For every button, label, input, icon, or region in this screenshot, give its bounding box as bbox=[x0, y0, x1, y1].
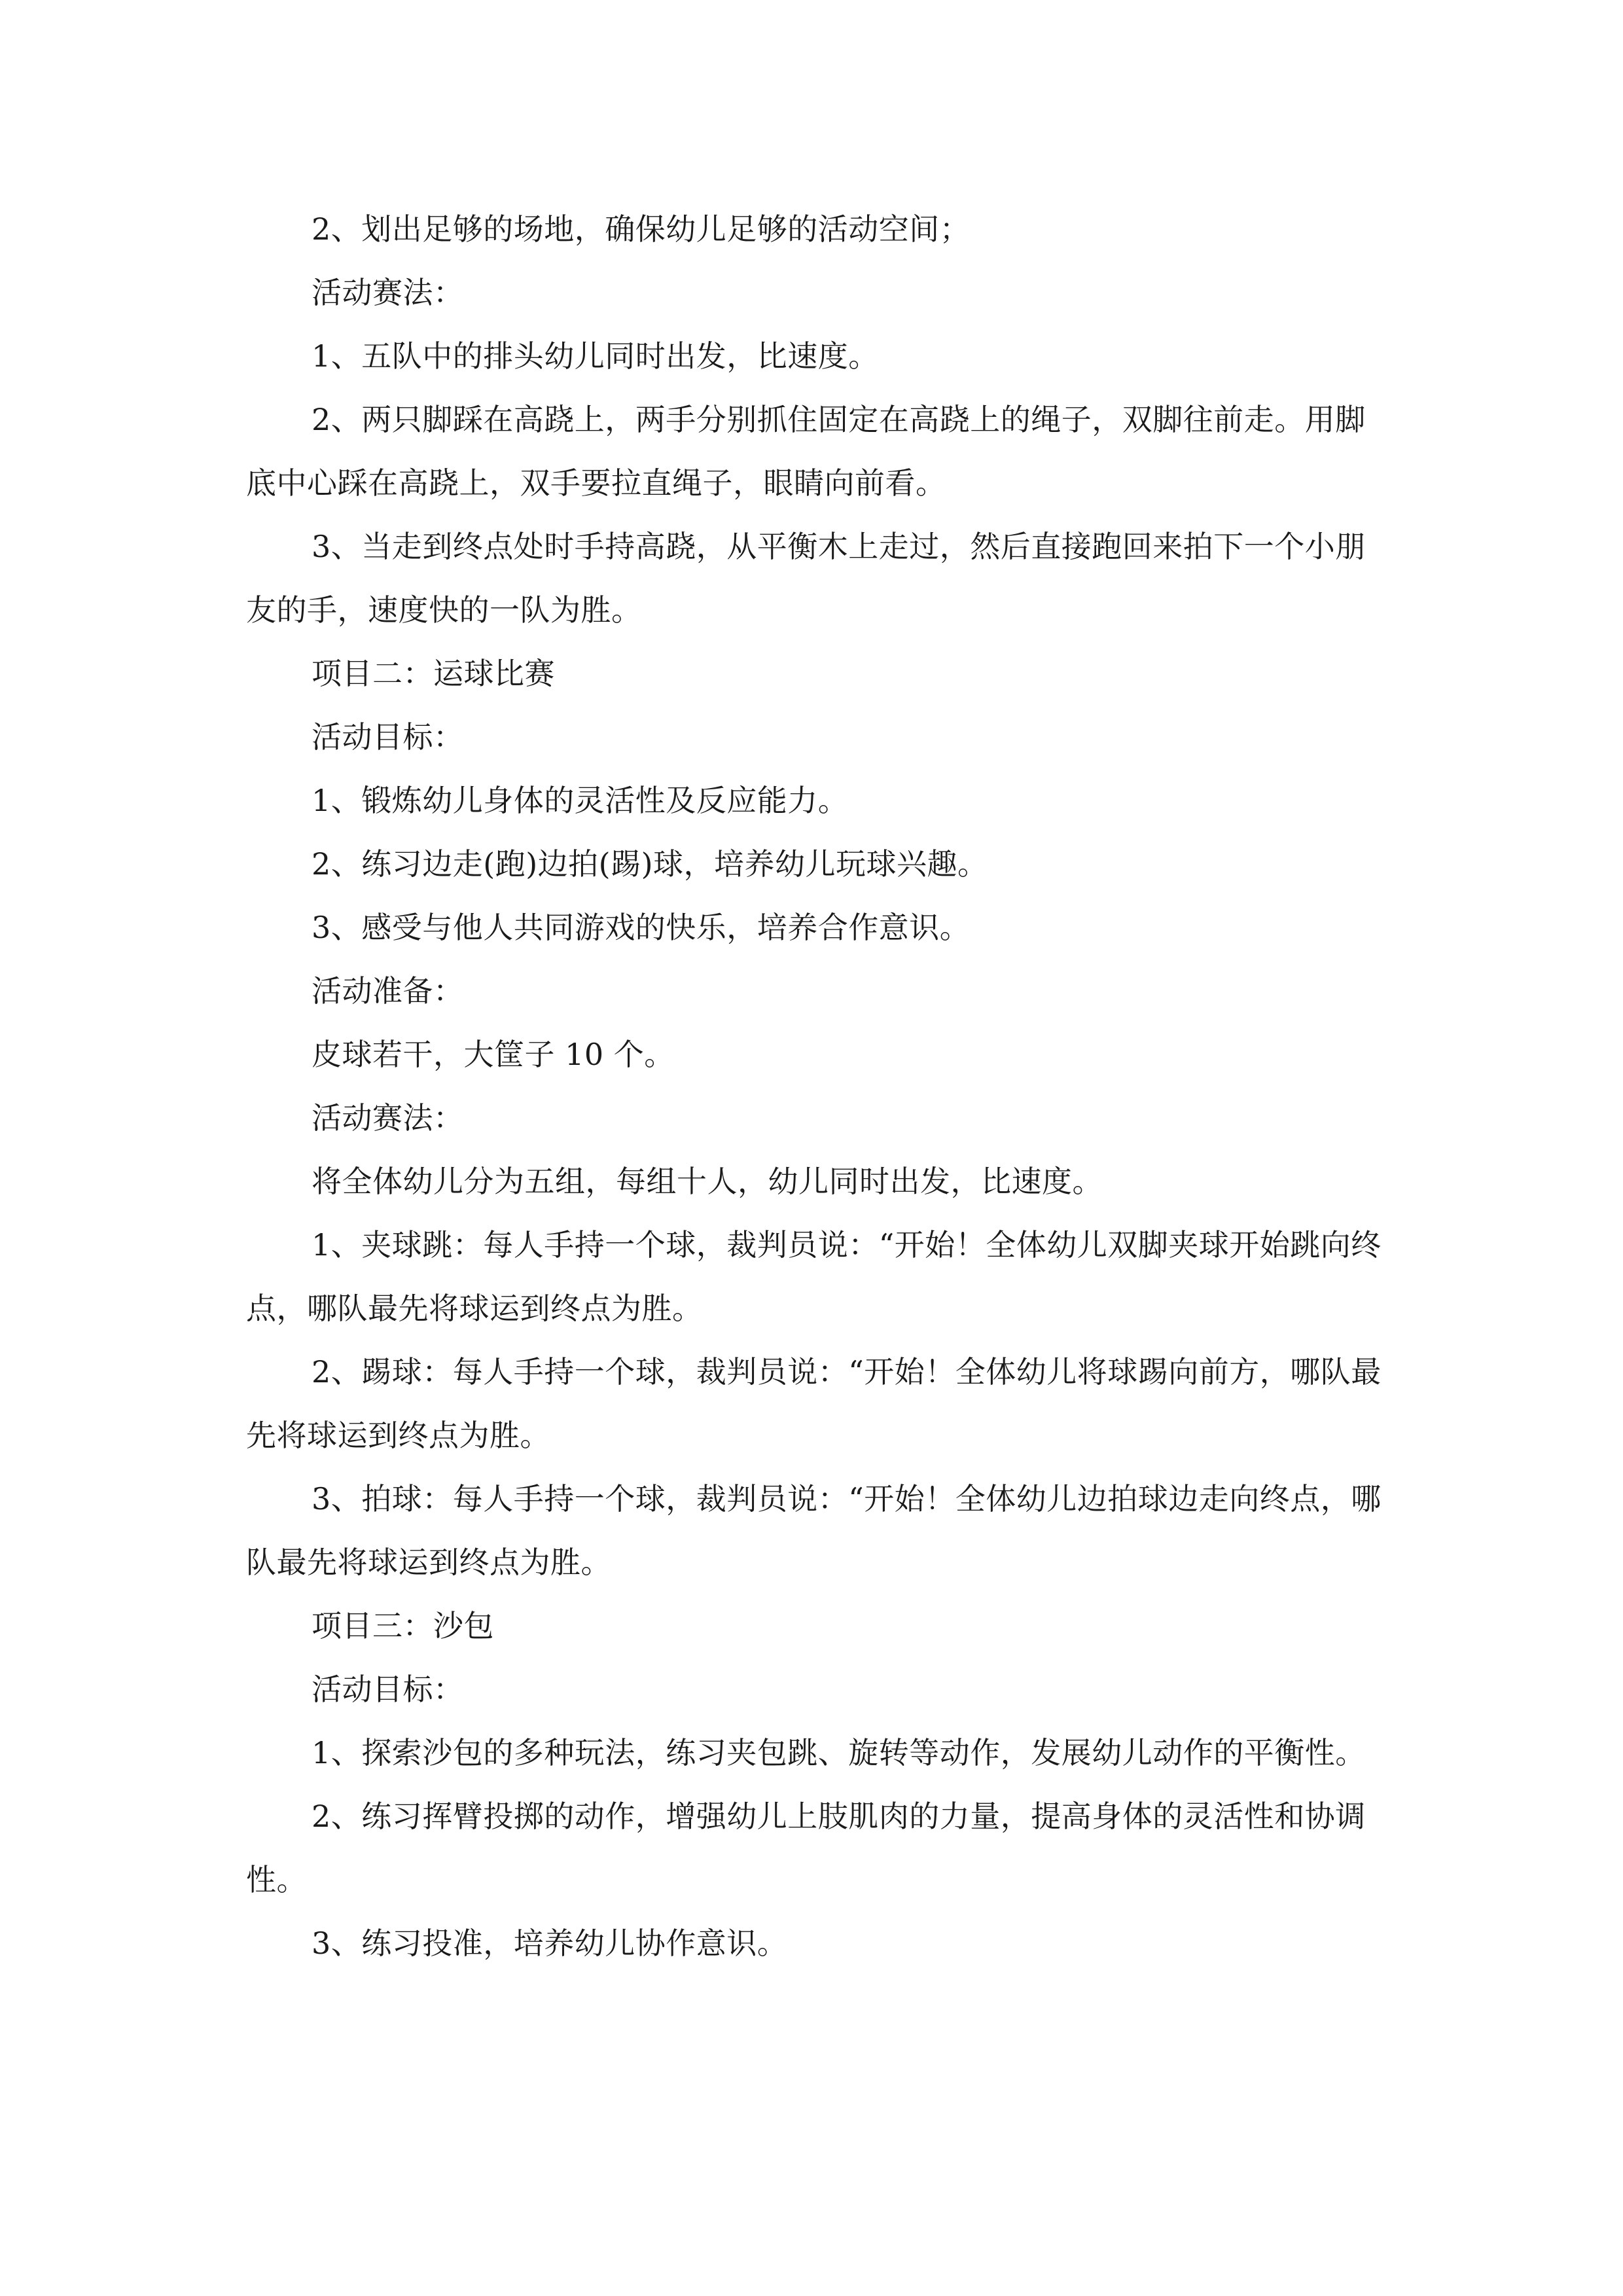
section-heading: 活动准备： bbox=[312, 973, 464, 1009]
paragraph: 1、探索沙包的多种玩法，练习夹包跳、旋转等动作，发展幼儿动作的平衡性。 bbox=[312, 1735, 1366, 1770]
paragraph: 2、踢球：每人手持一个球，裁判员说：“开始！全体幼儿将球踢向前方，哪队最先将球运到终点为胜。 bbox=[246, 1354, 1382, 1453]
document-body bbox=[246, 198, 1385, 1975]
paragraph: 将全体幼儿分为五组，每组十人，幼儿同时出发，比速度。 bbox=[312, 1164, 1103, 1199]
paragraph: 2、练习边走(跑)边拍(踢)球，培养幼儿玩球兴趣。 bbox=[312, 846, 988, 882]
section-heading: 活动目标： bbox=[312, 1672, 464, 1707]
paragraph: 2、两只脚踩在高跷上，两手分别抓住固定在高跷上的绳子，双脚往前走。用脚底中心踩在高跷上，双手要拉直绳子，眼睛向前看。 bbox=[246, 402, 1366, 501]
paragraph: 皮球若干，大筐子 10 个。 bbox=[312, 1037, 675, 1072]
section-heading: 活动赛法： bbox=[312, 275, 464, 310]
project-heading: 项目三：沙包 bbox=[312, 1608, 494, 1643]
paragraph: 3、感受与他人共同游戏的快乐，培养合作意识。 bbox=[312, 910, 971, 945]
section-heading: 活动目标： bbox=[312, 719, 464, 755]
paragraph: 1、五队中的排头幼儿同时出发，比速度。 bbox=[312, 338, 879, 374]
paragraph: 3、拍球：每人手持一个球，裁判员说：“开始！全体幼儿边拍球边走向终点，哪队最先将球运到终点为胜。 bbox=[246, 1481, 1382, 1580]
paragraph: 3、当走到终点处时手持高跷，从平衡木上走过，然后直接跑回来拍下一个小朋友的手，速度快的一队为胜。 bbox=[246, 529, 1366, 628]
paragraph: 1、锻炼幼儿身体的灵活性及反应能力。 bbox=[312, 783, 849, 818]
paragraph: 1、夹球跳：每人手持一个球，裁判员说：“开始！全体幼儿双脚夹球开始跳向终点，哪队最先将球运到终点为胜。 bbox=[246, 1227, 1382, 1326]
paragraph: 2、划出足够的场地，确保幼儿足够的活动空间； bbox=[312, 211, 971, 247]
project-heading: 项目二：运球比赛 bbox=[312, 656, 555, 691]
paragraph: 2、练习挥臂投掷的动作，增强幼儿上肢肌肉的力量，提高身体的灵活性和协调性。 bbox=[246, 1799, 1366, 1897]
paragraph: 3、练习投准，培养幼儿协作意识。 bbox=[312, 1926, 788, 1961]
section-heading: 活动赛法： bbox=[312, 1100, 464, 1136]
